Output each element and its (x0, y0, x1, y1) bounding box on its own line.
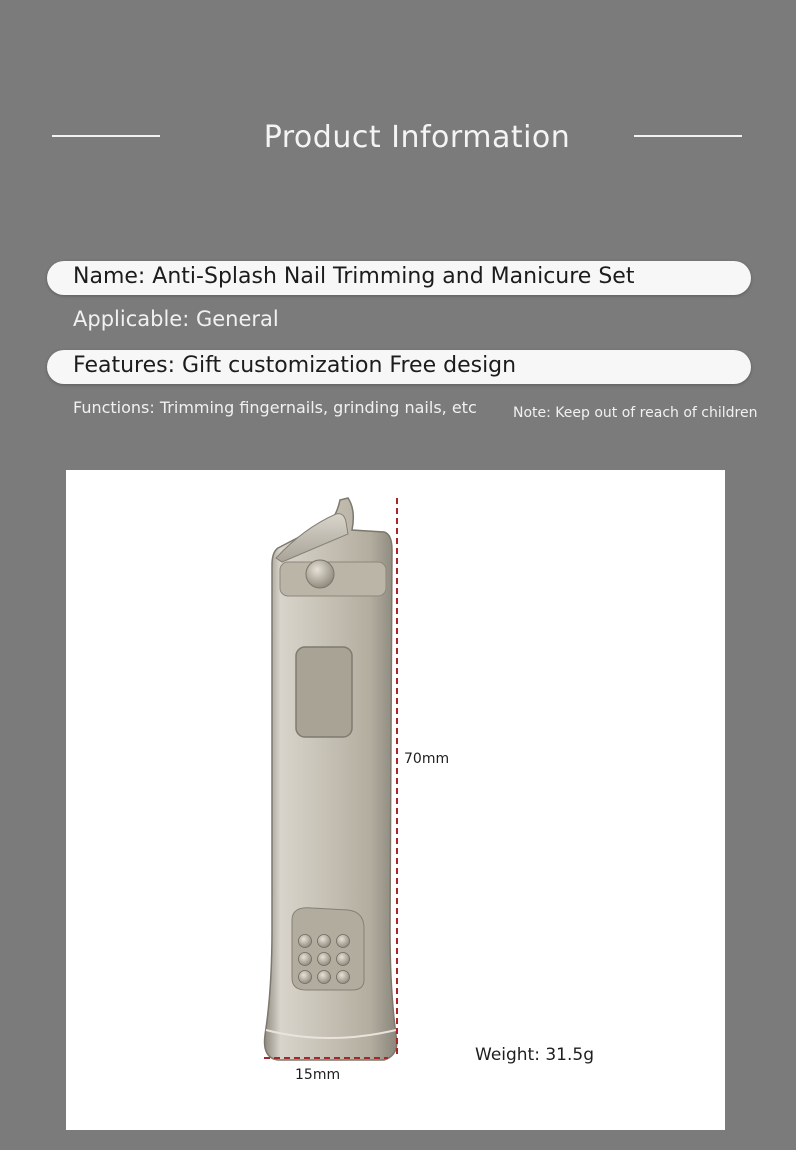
weight-label: Weight: 31.5g (475, 1045, 594, 1065)
height-label: 70mm (404, 751, 450, 767)
applicable-text: Applicable: General (73, 307, 279, 331)
product-image-panel (66, 470, 725, 1130)
width-label: 15mm (295, 1067, 341, 1083)
page-title: Product Information (263, 120, 571, 155)
name-row (47, 261, 751, 295)
functions-text: Functions: Trimming fingernails, grinding nails, etc (73, 398, 477, 417)
product-name: Name: Anti-Splash Nail Trimming and Manicure Set (73, 264, 635, 289)
nail-clipper-image (66, 470, 725, 1130)
file-dots (299, 935, 350, 984)
features-row (47, 350, 751, 384)
safety-note: Note: Keep out of reach of children (513, 405, 758, 421)
product-features: Features: Gift customization Free design (73, 353, 517, 378)
